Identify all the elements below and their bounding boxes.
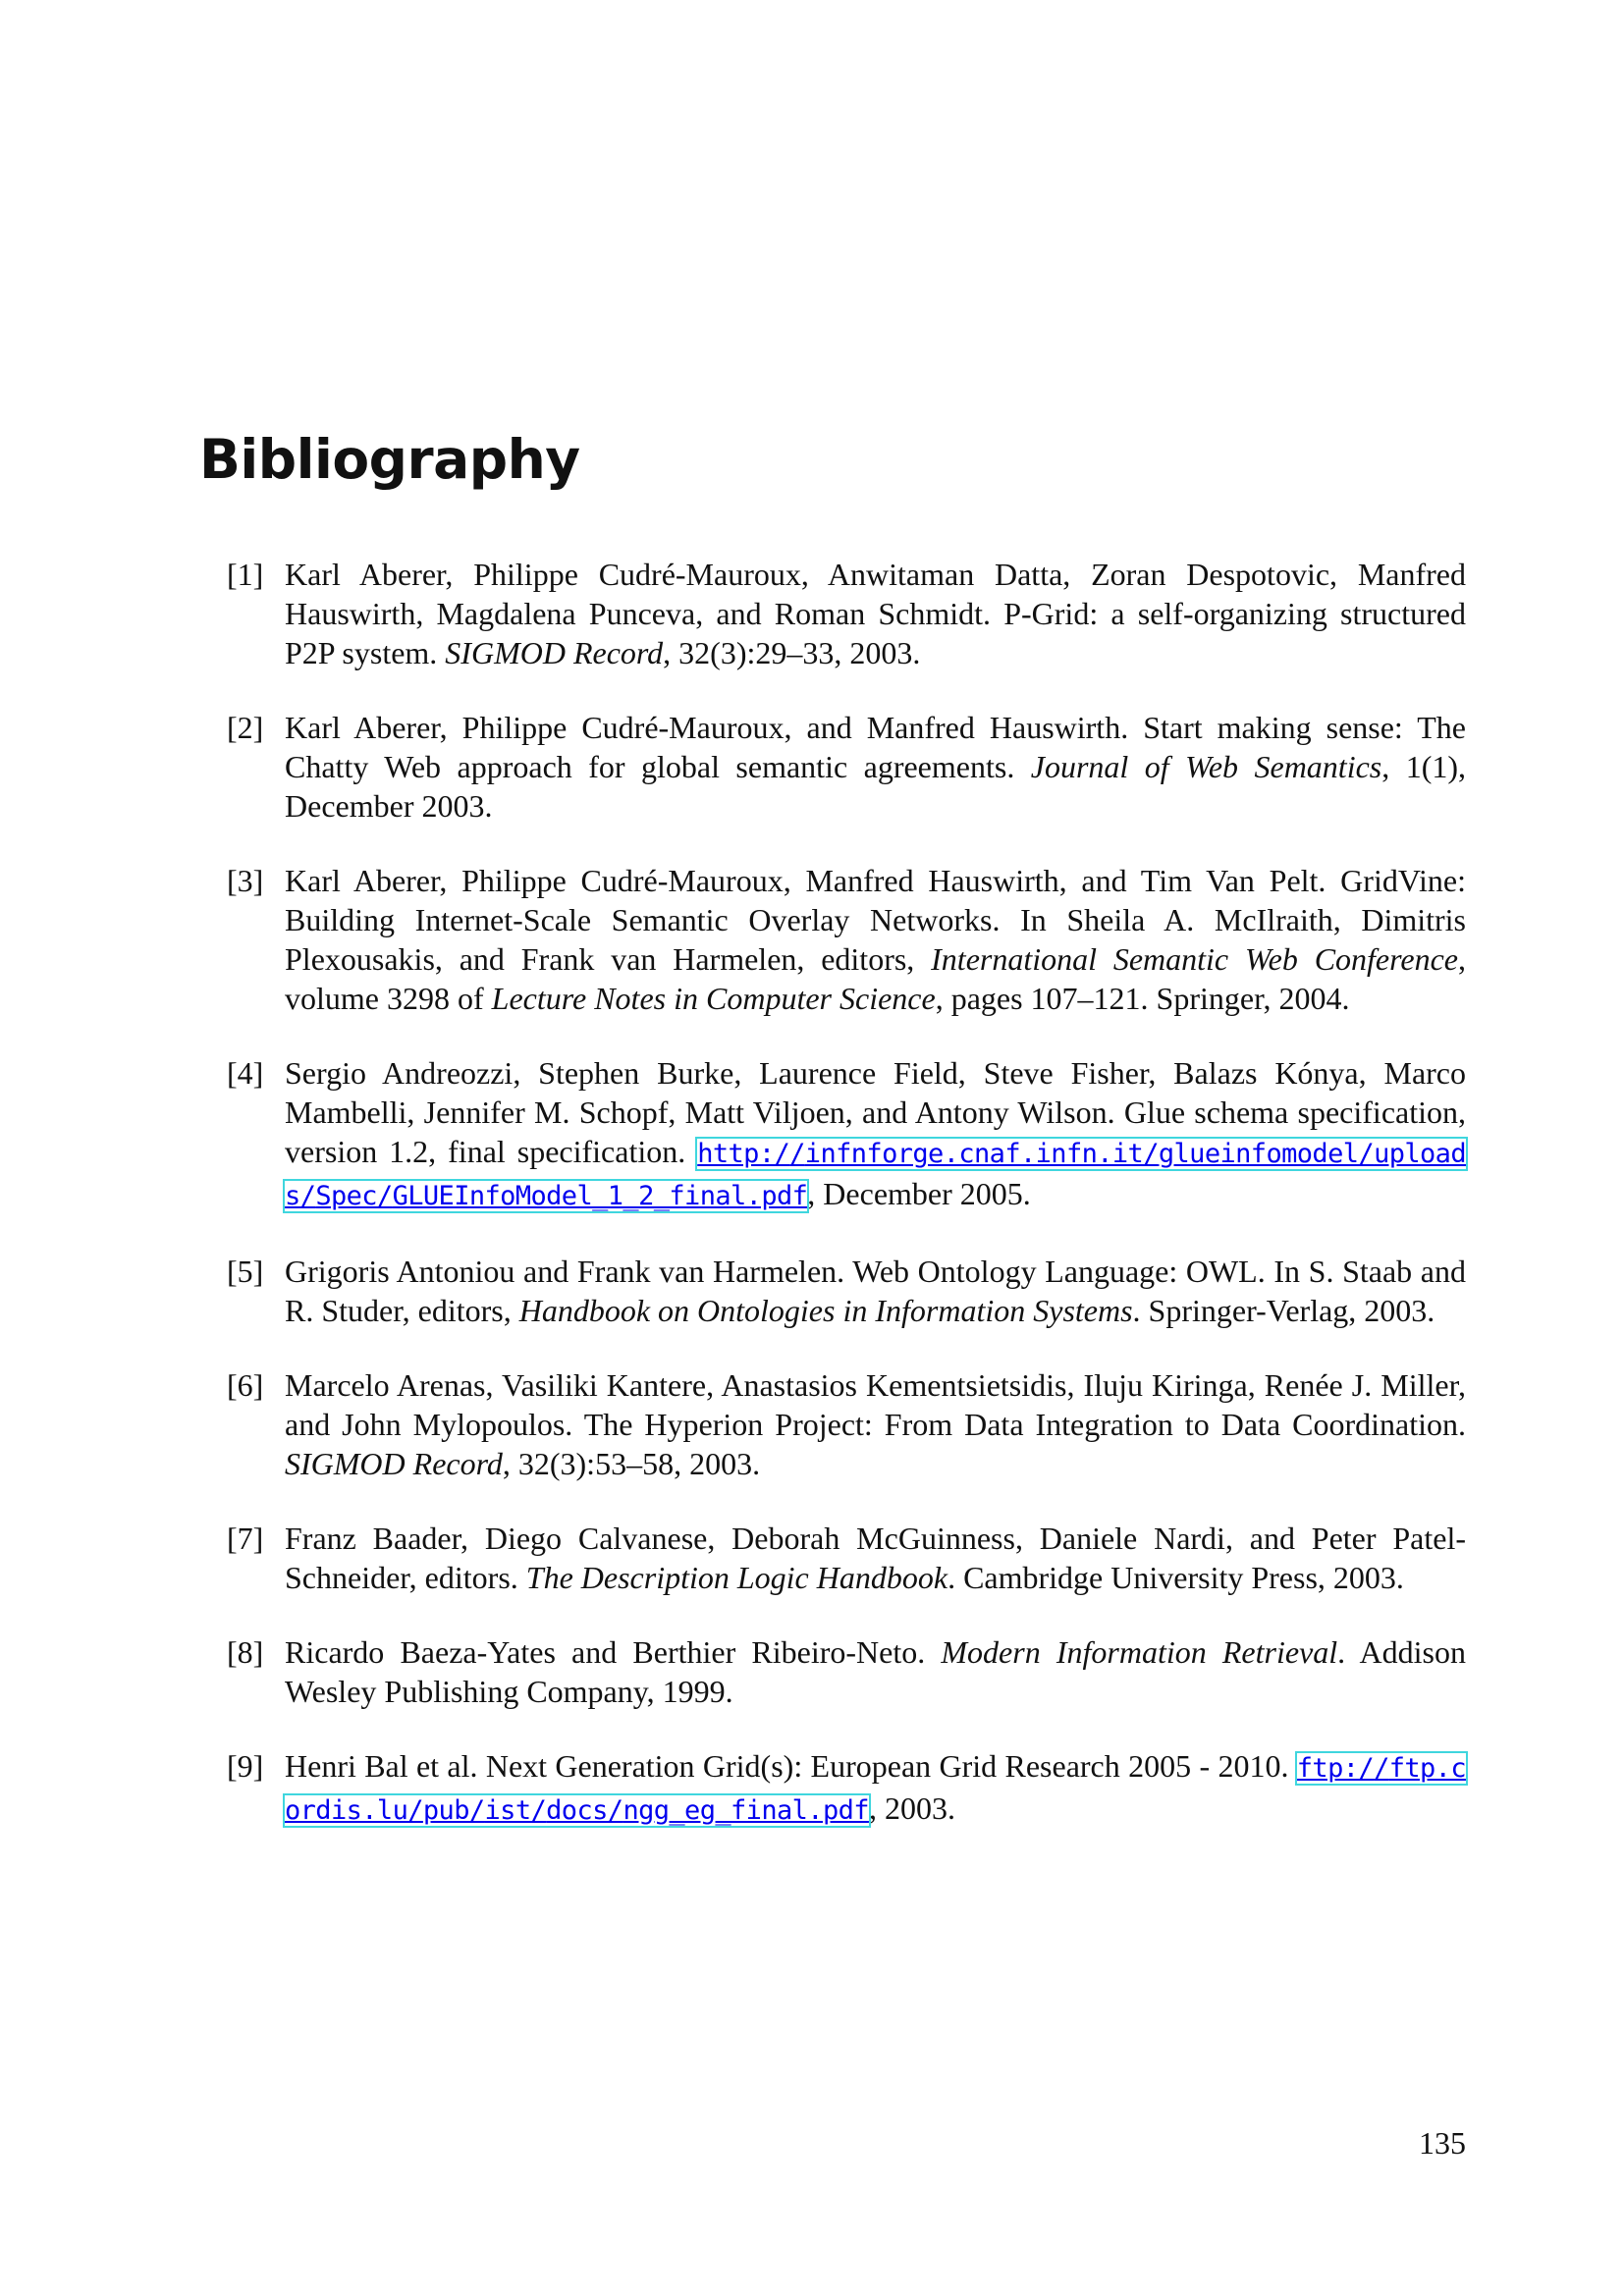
bib-entry-text <box>285 1055 1466 1211</box>
page-title: Bibliography <box>199 428 580 491</box>
bib-entry-text <box>285 1748 1466 1826</box>
bib-text-segment: , December 2005. <box>807 1176 1031 1211</box>
bib-entry-number: [3] <box>227 863 264 898</box>
bib-text-segment: Franz Baader, Diego Calvanese, Deborah McGuinness, Daniele Nardi, and Peter Patel-Schneider, editors. <box>285 1521 1466 1595</box>
bib-entry <box>227 1632 1466 1711</box>
bib-text-segment: . Springer-Verlag, 2003. <box>1132 1293 1435 1328</box>
bib-text-segment: . Addison Wesley Publishing Company, 1999. <box>285 1634 1467 1709</box>
bib-italic-title: Modern Information Retrieval <box>941 1634 1338 1670</box>
bib-entry <box>227 1365 1466 1483</box>
bib-url-link[interactable]: ftp://ftp.cordis.lu/pub/ist/docs/ngg_eg_final.pdf <box>285 1753 1466 1826</box>
bib-entry-text <box>285 557 1466 670</box>
bib-italic-title: International Semantic Web Conference <box>931 941 1459 977</box>
bib-entry-text <box>285 863 1466 1016</box>
bib-italic-title: Handbook on Ontologies in Information Systems <box>518 1293 1133 1328</box>
bib-text-segment: Ricardo Baeza-Yates and Berthier Ribeiro-Neto. <box>285 1634 942 1670</box>
bib-entry <box>227 1053 1466 1216</box>
bib-entry <box>227 555 1466 672</box>
bib-italic-title: SIGMOD Record <box>445 635 664 670</box>
bib-entry-number: [7] <box>227 1521 264 1556</box>
bib-entry-text <box>285 1634 1466 1709</box>
bib-entry-number: [2] <box>227 710 264 745</box>
bib-italic-title: Lecture Notes in Computer Science <box>491 981 936 1016</box>
bib-text-segment: Grigoris Antoniou and Frank van Harmelen. Web Ontology Language: OWL. In S. Staab and R. Studer, editors, <box>285 1254 1466 1328</box>
bib-text-segment: Henri Bal et al. Next Generation Grid(s): European Grid Research 2005 - 2010. <box>285 1748 1297 1784</box>
bib-entry-text <box>285 710 1466 824</box>
bib-italic-title: The Description Logic Handbook <box>525 1560 948 1595</box>
bib-text-segment: , pages 107–121. Springer, 2004. <box>935 981 1350 1016</box>
bib-text-segment: Karl Aberer, Philippe Cudré-Mauroux, and Manfred Hauswirth. Start making sense: The Chatty Web approach for global semantic agreements. <box>285 710 1466 784</box>
bib-entry-number: [9] <box>227 1748 264 1784</box>
bib-text-segment: , 32(3):53–58, 2003. <box>502 1446 761 1481</box>
bib-entry-number: [5] <box>227 1254 264 1289</box>
bib-entry-number: [8] <box>227 1634 264 1670</box>
bib-entry-text <box>285 1521 1466 1595</box>
bib-entry <box>227 1519 1466 1597</box>
bib-text-segment: Karl Aberer, Philippe Cudré-Mauroux, Manfred Hauswirth, and Tim Van Pelt. GridVine: Building Internet-Scale Semantic Overlay Networks. In Sheila A. McIlraith, Dimitris Plexousakis, and Frank van Harmelen, editors, <box>285 863 1466 977</box>
bib-entry-number: [6] <box>227 1367 264 1403</box>
bib-entry <box>227 708 1466 826</box>
bib-entry-number: [4] <box>227 1055 264 1091</box>
bib-text-segment: . Cambridge University Press, 2003. <box>947 1560 1404 1595</box>
bib-text-segment: Sergio Andreozzi, Stephen Burke, Laurence Field, Steve Fisher, Balazs Kónya, Marco Mambelli, Jennifer M. Schopf, Matt Viljoen, and Antony Wilson. Glue schema specification, version 1.2, final specification. <box>285 1055 1466 1169</box>
bib-entry-text <box>285 1367 1466 1481</box>
page-number: 135 <box>1419 2125 1466 2161</box>
bib-italic-title: SIGMOD Record <box>285 1446 503 1481</box>
bib-entry-text <box>285 1254 1466 1328</box>
bib-text-segment: , 1(1), December 2003. <box>285 749 1466 824</box>
bib-entry <box>227 861 1466 1018</box>
bib-url-link[interactable]: http://infnforge.cnaf.infn.it/glueinfomodel/uploads/Spec/GLUEInfoModel_1_2_final.pdf <box>285 1139 1466 1211</box>
bib-text-segment: , volume 3298 of <box>285 941 1467 1016</box>
bib-text-segment: Marcelo Arenas, Vasiliki Kantere, Anastasios Kementsietsidis, Iluju Kiringa, Renée J. Miller, and John Mylopoulos. The Hyperion Project: From Data Integration to Data Coordination. <box>285 1367 1466 1442</box>
bib-entry-number: [1] <box>227 557 264 592</box>
bib-text-segment: , 32(3):29–33, 2003. <box>663 635 921 670</box>
bib-italic-title: Journal of Web Semantics <box>1030 749 1382 784</box>
bib-entry <box>227 1252 1466 1330</box>
bib-text-segment: , 2003. <box>868 1790 955 1826</box>
bibliography-list <box>227 555 1466 1866</box>
bib-text-segment: Karl Aberer, Philippe Cudré-Mauroux, Anwitaman Datta, Zoran Despotovic, Manfred Hauswirth, Magdalena Punceva, and Roman Schmidt. P-Grid: a self-organizing structured P2P system. <box>285 557 1466 670</box>
bib-entry <box>227 1746 1466 1831</box>
